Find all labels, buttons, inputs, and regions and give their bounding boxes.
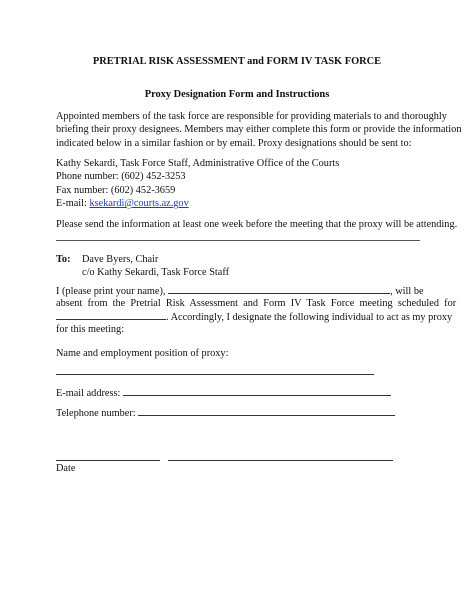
telephone-number-line[interactable] [138, 406, 395, 416]
email-field-label: E-mail address: [56, 388, 123, 399]
to-care-of: c/o Kathy Sekardi, Task Force Staff [82, 267, 230, 278]
email-field-row [56, 386, 391, 400]
statement-line-2: absent from the Pretrial Risk Assessment and Form IV Task Force meeting scheduled for [56, 298, 457, 309]
signature-line[interactable] [168, 460, 393, 461]
to-recipient: Dave Byers, Chair [82, 254, 159, 265]
to-label: To: [56, 254, 71, 265]
statement-designation: . Accordingly, I designate the following individual to act as my proxy [166, 312, 453, 323]
your-name-blank[interactable] [168, 284, 390, 294]
section-divider [56, 240, 420, 241]
contact-email-line [56, 197, 339, 210]
intro-line-1: Appointed members of the task force are responsible for providing materials to and thoroughly [56, 111, 447, 122]
statement-line-4: for this meeting: [56, 324, 125, 335]
contact-fax: Fax number: (602) 452-3659 [56, 184, 176, 196]
document-title: PRETRIAL RISK ASSESSMENT and FORM IV TASK FORCE [92, 56, 382, 67]
email-address-line[interactable] [123, 386, 391, 396]
proxy-name-label: Name and employment position of proxy: [56, 348, 229, 359]
form-subtitle: Proxy Designation Form and Instructions [144, 89, 330, 100]
deadline-note: Please send the information at least one week before the meeting that the proxy will be attending. [56, 219, 458, 230]
meeting-date-blank[interactable] [56, 310, 166, 320]
intro-line-2: briefing their proxy designees. Members may either complete this form or provide the information [56, 124, 462, 136]
phone-field-row [56, 406, 395, 420]
contact-name: Kathy Sekardi, Task Force Staff, Administrative Office of the Courts [56, 158, 340, 169]
contact-email-link[interactable]: ksekardi@courts.az.gov [89, 198, 189, 210]
intro-paragraph [56, 110, 461, 150]
contact-email-label: E-mail: [56, 198, 90, 210]
statement-will-be: , will be [390, 286, 424, 297]
intro-line-3: indicated below in a similar fashion or by email. Proxy designations should be sent to: [56, 137, 412, 149]
date-signature-line[interactable] [56, 460, 160, 461]
contact-block [56, 157, 339, 211]
phone-field-label: Telephone number: [56, 408, 139, 419]
date-label: Date [56, 463, 76, 474]
statement-name-prompt: I (please print your name), [56, 286, 169, 297]
contact-phone: Phone number: (602) 452-3253 [56, 171, 186, 183]
proxy-name-line[interactable] [56, 374, 374, 375]
